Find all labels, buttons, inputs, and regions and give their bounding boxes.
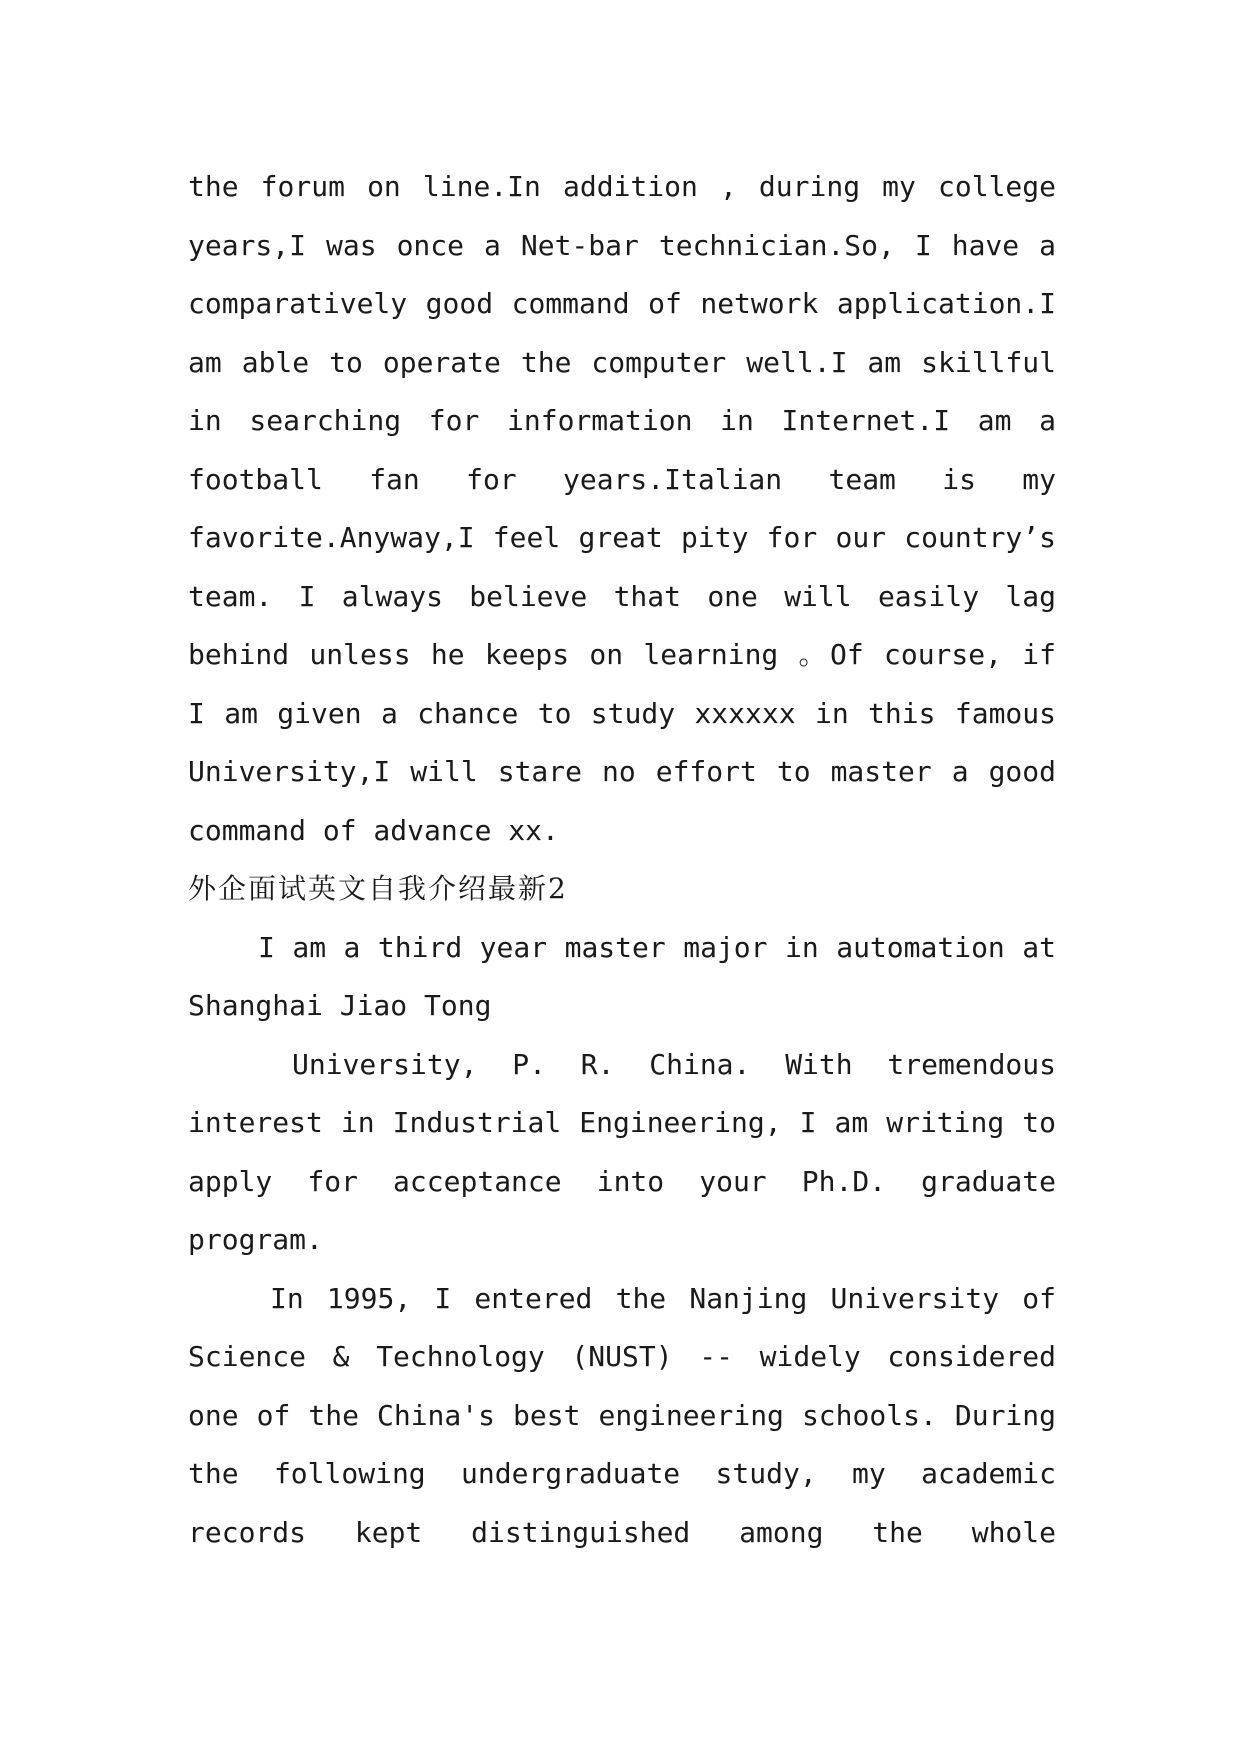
body-paragraph: In 1995, I entered the Nanjing University of Science & Technology (NUST) -- widely considered one of the China's best engineering schools. During the following undergraduate study, my academic records kept distinguished among the whole [188, 1281, 1056, 1549]
section-heading: 外企面试英文自我介绍最新2 [188, 872, 568, 905]
document-page [188, 158, 1056, 1562]
body-paragraph: the forum on line.In addition , during my college years,I was once a Net-bar technician.So, I have a comparatively good command of network application.I am able to operate the computer well.I am skillful in searching for information in Internet.I am a football fan for years.Italian team is my favorite.Anyway,I feel great pity for our country’s team. I always believe that one will easily lag behind unless he keeps on learning 。Of course, if I am given a chance to study xxxxxx in this famous University,I will stare no effort to master a good command of advance xx. [188, 170, 1056, 847]
body-paragraph: I am a third year master major in automation at Shanghai Jiao Tong [188, 930, 1056, 1022]
body-paragraph: University, P. R. China. With tremendous interest in Industrial Engineering, I am writing to apply for acceptance into your Ph.D. graduate program. [188, 1047, 1056, 1256]
